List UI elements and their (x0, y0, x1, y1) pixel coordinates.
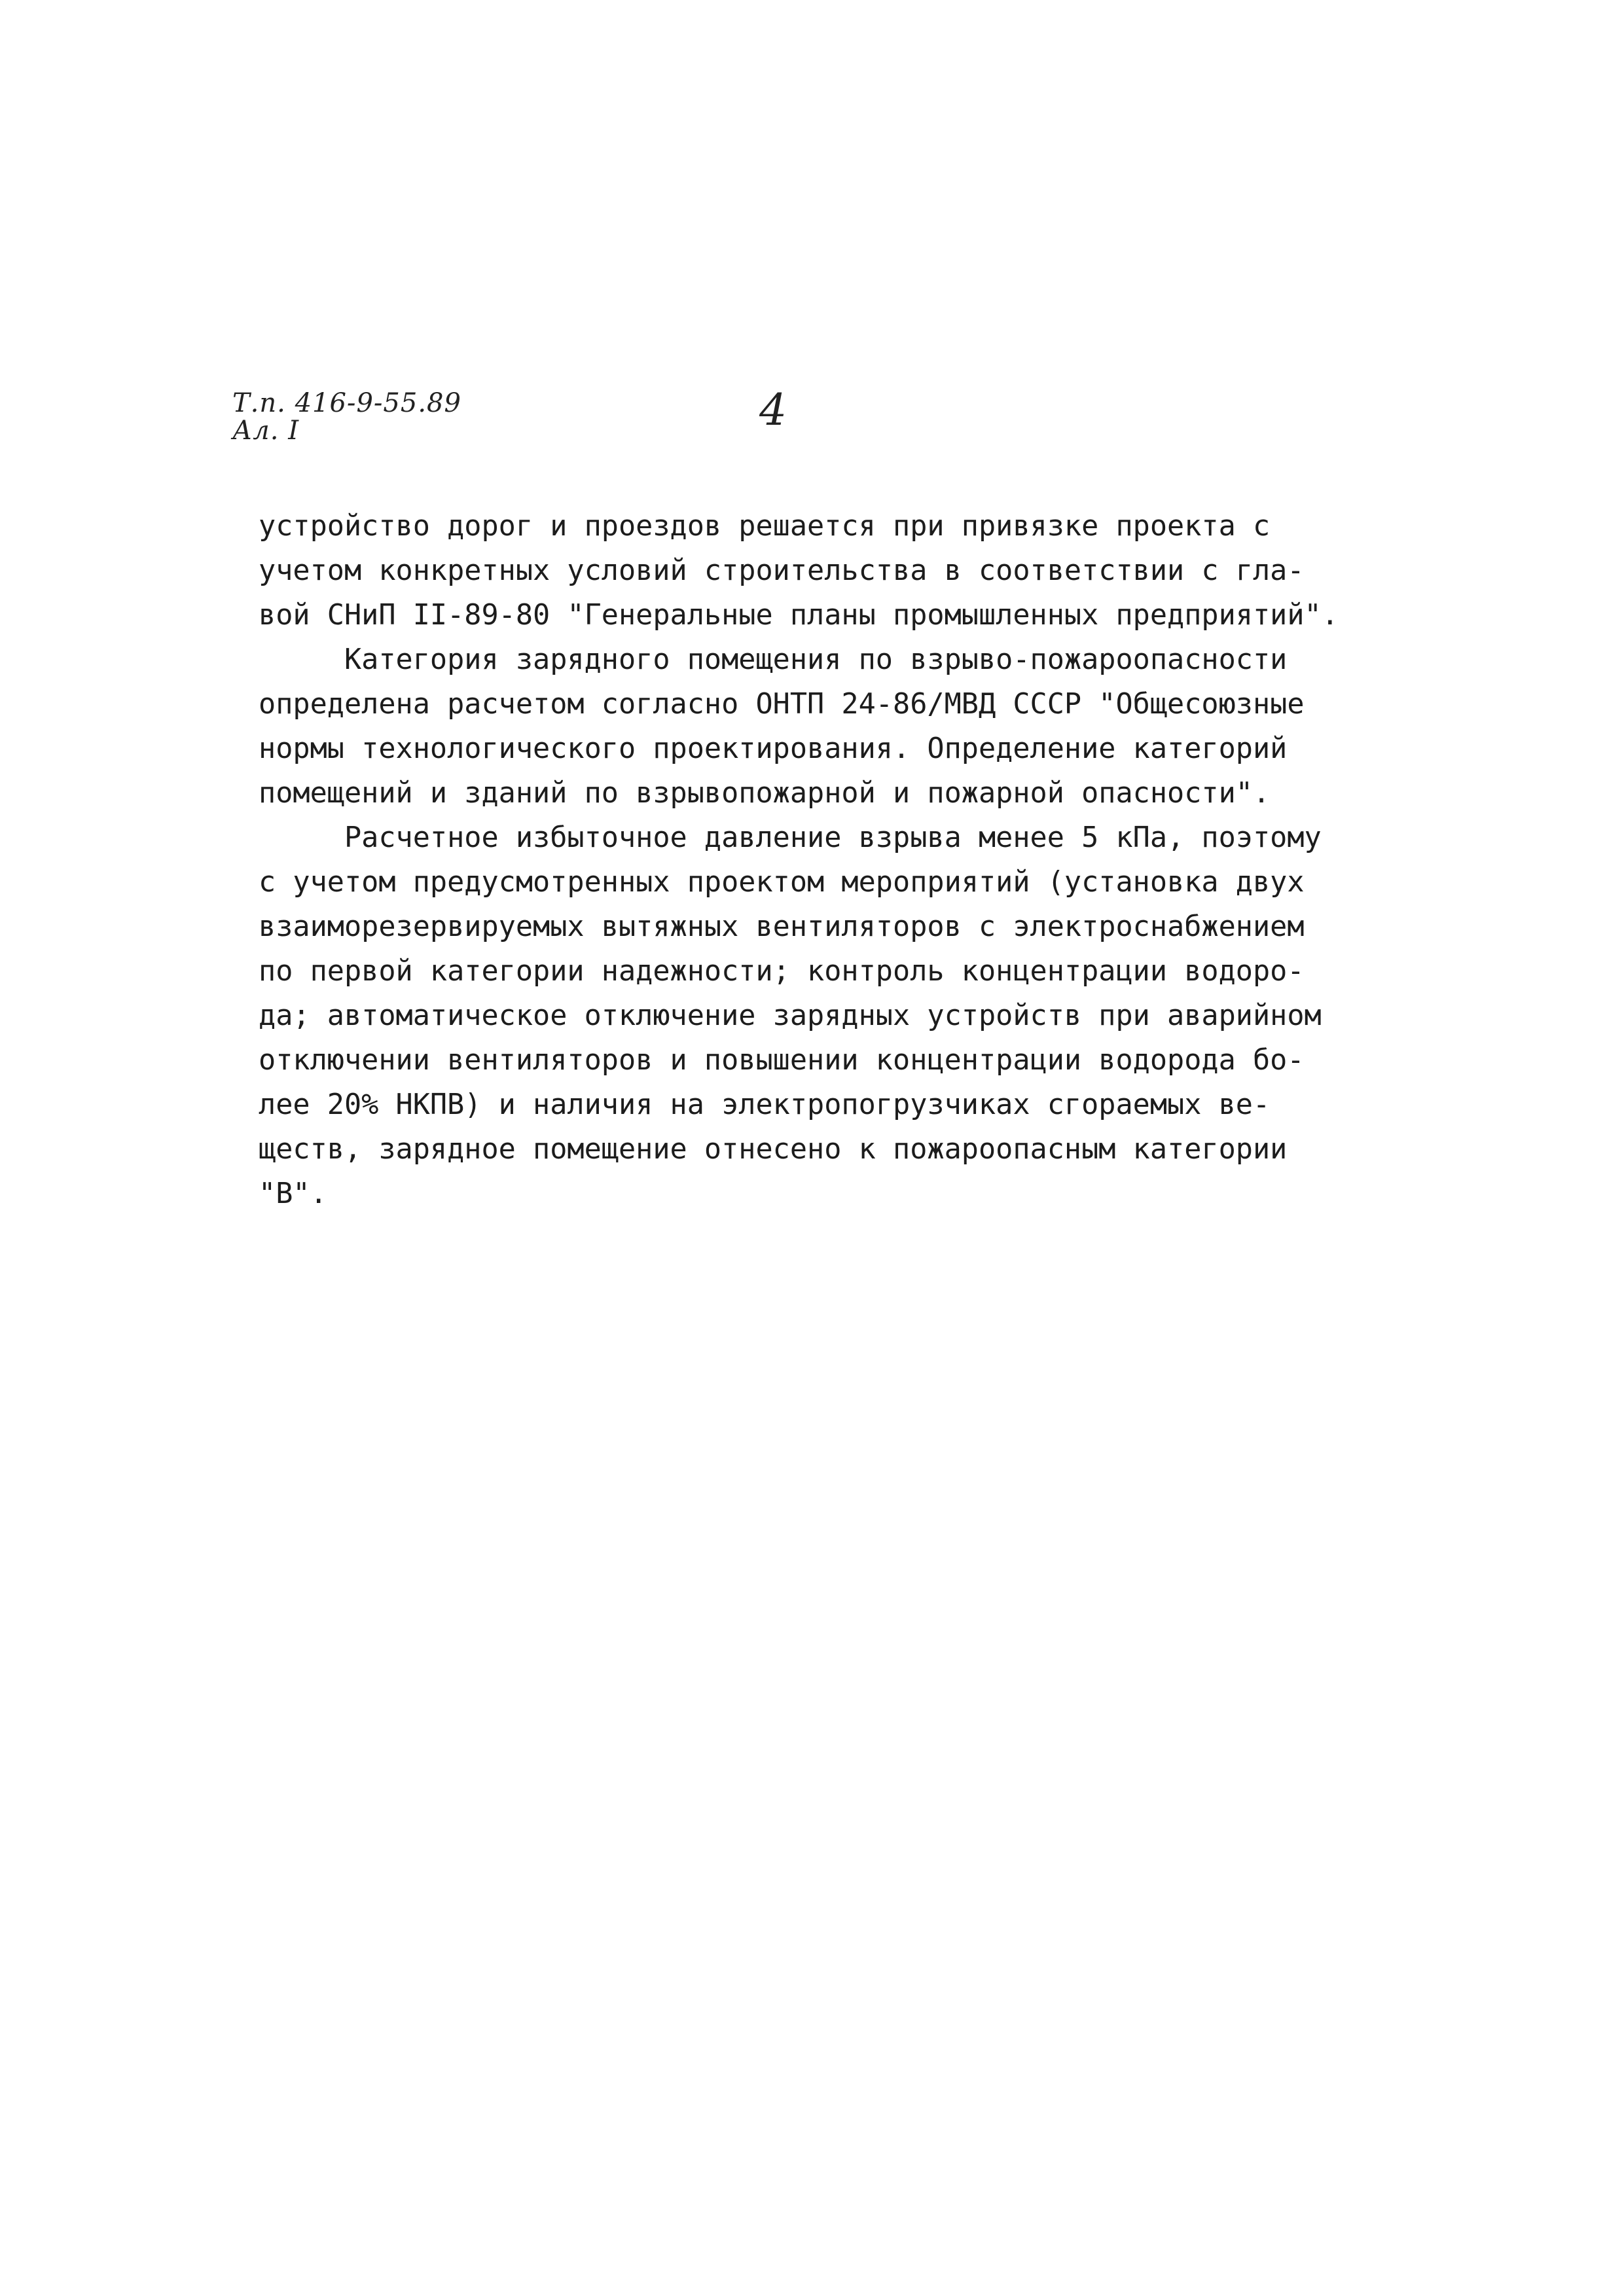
text-line: лее 20% НКПВ) и наличия на электропогрузчиках сгораемых ве- (259, 1088, 1271, 1121)
body-text (259, 504, 1411, 1216)
page-number: 4 (759, 385, 787, 435)
text-line: Расчетное избыточное давление взрыва менее 5 кПа, поэтому (259, 821, 1322, 854)
text-line: с учетом предусмотренных проектом мероприятий (установка двух (259, 866, 1305, 899)
text-line: взаиморезервируемых вытяжных вентиляторов с электроснабжением (259, 910, 1305, 943)
text-line: по первой категории надежности; контроль концентрации водоро- (259, 955, 1305, 988)
text-line: вой СНиП II-89-80 "Генеральные планы промышленных предприятий". (259, 599, 1339, 632)
document-code-number: Т.п. 416-9-55.89 (232, 388, 461, 418)
document-code-album: Ал. I (232, 416, 299, 446)
text-line: нормы технологического проектирования. Определение категорий (259, 732, 1288, 765)
text-line: "В". (259, 1177, 327, 1210)
document-code (232, 389, 461, 444)
text-line: помещений и зданий по взрывопожарной и пожарной опасности". (259, 777, 1271, 810)
text-line: определена расчетом согласно ОНТП 24-86/МВД СССР "Общесоюзные (259, 688, 1305, 721)
text-line: отключении вентиляторов и повышении концентрации водорода бо- (259, 1044, 1305, 1077)
text-line: да; автоматическое отключение зарядных устройств при аварийном (259, 999, 1322, 1032)
text-line: устройство дорог и проездов решается при привязке проекта с (259, 510, 1271, 543)
text-line: учетом конкретных условий строительства в соответствии с гла- (259, 554, 1305, 587)
text-line: ществ, зарядное помещение отнесено к пожароопасным категории (259, 1133, 1288, 1166)
text-line: Категория зарядного помещения по взрыво-пожароопасности (259, 643, 1288, 676)
